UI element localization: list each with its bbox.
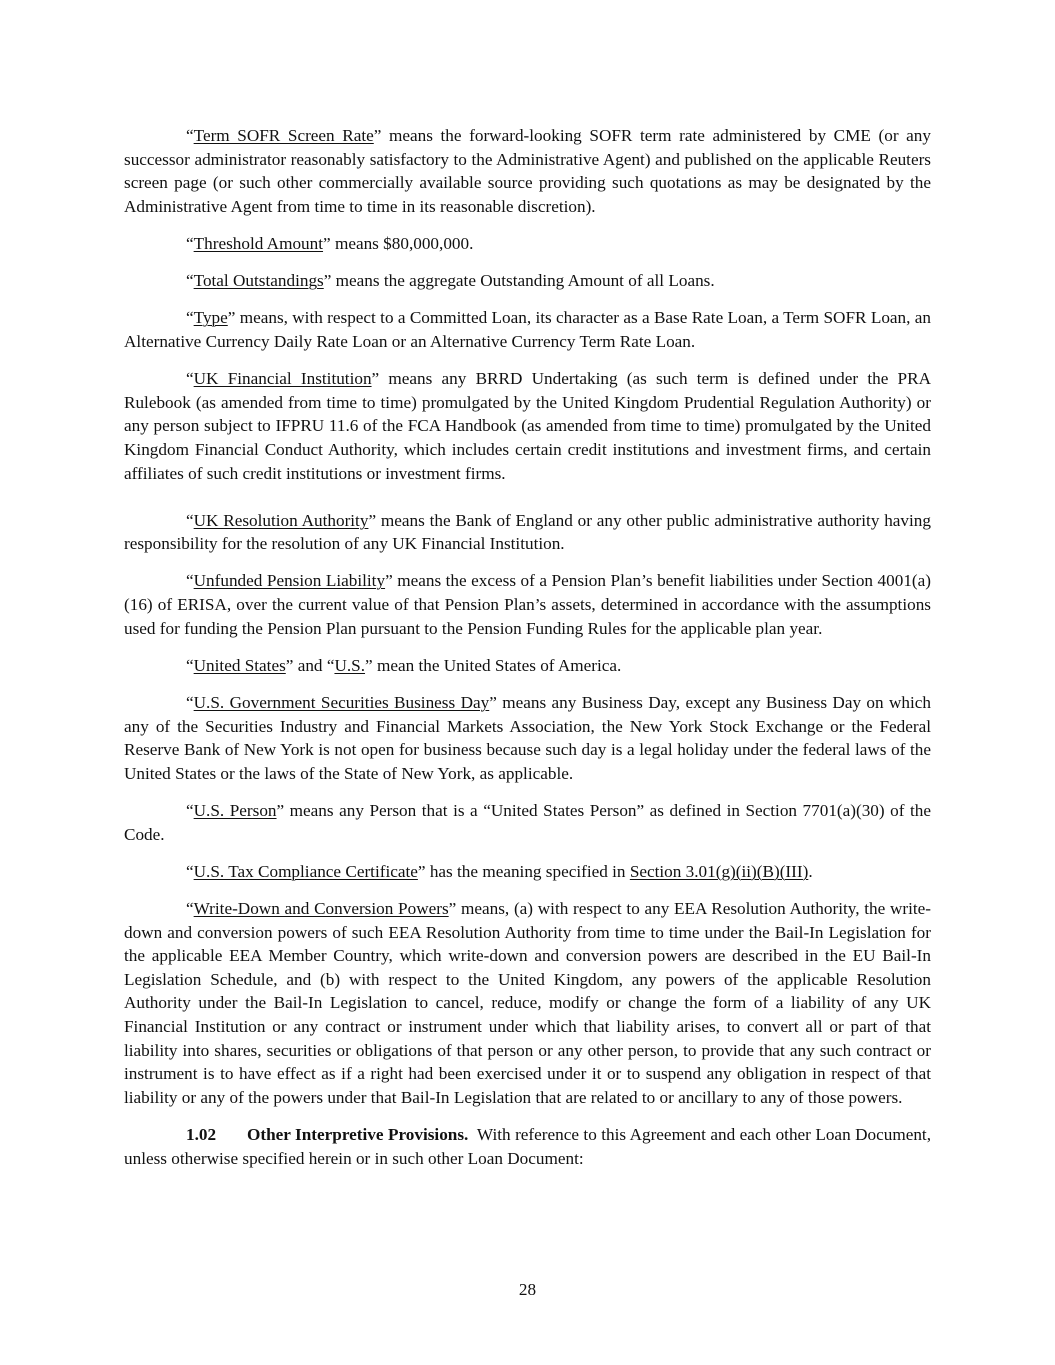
definition-term-sofr-screen-rate: [124, 124, 931, 218]
definition-text: ” means any Business Day, except any Business Day on which any of the Securities Industry and Financial Markets Association, the New York Stock Exchange or the Federal Reserve Bank of New York is not open for business because such day is a legal holiday under the federal laws of the United States or the laws of the State of New York, as applicable.: [124, 693, 932, 783]
section-1-02-paragraph: [124, 1123, 936, 1170]
defined-term: Write-Down and Conversion Powers: [193, 898, 449, 918]
section-number: 1.02: [186, 1124, 217, 1144]
definition-text: ” means, (a) with respect to any EEA Resolution Authority, the write-down and conversion powers of such EEA Resolution Authority from time to time under the Bail-In Legislation for the applicable EEA Member Country, which write-down and conversion powers are described in the EU Bail-In Legislation Schedule, and (b) with respect to the United Kingdom, any powers of the applicable Resolution Authority under the Bail-In Legislation to cancel, reduce, modify or change the form of a liability of any UK Financial Institution or any contract or instrument under which that liability arises, to convert all or part of that liability into shares, securities or obligations of that person or any other person, to provide that any such contract or instrument is to have effect as if a right had been exercised under it or to suspend any obligation in respect of that liability or any of the powers under that Bail-In Legislation that are related to or ancillary to any of those powers.: [124, 898, 932, 1107]
open-quote: “: [186, 898, 194, 918]
defined-term: UK Resolution Authority: [193, 510, 369, 530]
open-quote: “: [186, 693, 194, 713]
open-quote: “: [186, 510, 194, 530]
defined-term: Unfunded Pension Liability: [193, 571, 386, 591]
definition-text: ” means, with respect to a Committed Loan, its character as a Base Rate Loan, a Term SOFR Loan, an Alternative Currency Daily Rate Loan or an Alternative Currency Term Rate Loan.: [124, 308, 931, 351]
defined-term: U.S.: [334, 655, 366, 675]
section-cross-reference: Section 3.01(g)(ii)(B)(III): [629, 861, 809, 881]
definition-text: ” means any Person that is a “United States Person” as defined in Section 7701(a)(30) of the Code.: [124, 801, 931, 844]
defined-term: Threshold Amount: [193, 233, 324, 253]
definition-write-down-and-conversion-powers: [124, 897, 931, 1109]
defined-term: U.S. Tax Compliance Certificate: [193, 861, 418, 881]
definition-uk-resolution-authority: [124, 509, 931, 556]
document-page: [124, 124, 936, 1184]
definition-total-outstandings: [124, 269, 931, 293]
definition-text: ” has the meaning specified in: [417, 861, 630, 881]
definition-us-government-securities-business-day: [124, 691, 931, 785]
definition-threshold-amount: [124, 232, 931, 256]
open-quote: “: [186, 655, 194, 675]
definition-us-tax-compliance-certificate: [124, 860, 931, 884]
definition-text: ” means any BRRD Undertaking (as such term is defined under the PRA Rulebook (as amended from time to time) promulgated by the United Kingdom Prudential Regulation Authority) or any person subject to IFPRU 11.6 of the FCA Handbook (as amended from time to time) promulgated by the United Kingdom Financial Conduct Authority, which includes certain credit institutions and investment firms, and certain affiliates of such credit institutions or investment firms.: [124, 369, 931, 483]
defined-term: UK Financial Institution: [193, 369, 372, 389]
open-quote: “: [186, 369, 194, 389]
open-quote: “: [186, 271, 194, 291]
definition-text: ” means the excess of a Pension Plan’s benefit liabilities under Section 4001(a)(16) of ERISA, over the current value of that Pension Plan’s assets, determined in accordance with the assumptions used for funding the Pension Plan pursuant to the Pension Funding Rules for the applicable plan year.: [124, 571, 931, 638]
page-number: 28: [518, 1280, 537, 1299]
defined-term: Term SOFR Screen Rate: [193, 126, 374, 145]
joining-text: ” and “: [285, 655, 335, 675]
definition-text: ” means the Bank of England or any other public administrative authority having responsibility for the resolution of any UK Financial Institution.: [124, 510, 931, 554]
definition-text: ” means the forward-looking SOFR term rate administered by CME (or any successor administrator reasonably satisfactory to the Administrative Agent) and published on the applicable Reuters screen page (or such other commercially available source providing such quotations as may be designated by the Administrative Agent from time to time in its reasonable discretion).: [124, 126, 931, 216]
section-title: Other Interpretive Provisions.: [247, 1124, 469, 1144]
definition-text: ” means $80,000,000.: [323, 233, 474, 253]
definition-united-states: [124, 654, 931, 678]
defined-term: Type: [193, 308, 228, 328]
closing-punctuation: .: [808, 861, 813, 881]
open-quote: “: [186, 126, 194, 145]
open-quote: “: [186, 571, 194, 591]
open-quote: “: [186, 861, 194, 881]
definition-unfunded-pension-liability: [124, 569, 931, 640]
open-quote: “: [186, 801, 194, 820]
definition-text: ” means the aggregate Outstanding Amount of all Loans.: [323, 271, 715, 291]
definition-us-person: [124, 799, 931, 846]
defined-term: U.S. Government Securities Business Day: [193, 693, 490, 713]
section-text: With reference to this Agreement and each other Loan Document, unless otherwise specified herein or in such other Loan Document:: [124, 1124, 936, 1168]
defined-term: U.S. Person: [193, 801, 277, 820]
definition-type: [124, 306, 931, 353]
open-quote: “: [186, 233, 194, 253]
defined-term: Total Outstandings: [193, 271, 324, 291]
definition-uk-financial-institution: [124, 367, 931, 485]
definition-text: ” mean the United States of America.: [365, 655, 622, 675]
defined-term: United States: [193, 655, 286, 675]
open-quote: “: [186, 308, 194, 328]
